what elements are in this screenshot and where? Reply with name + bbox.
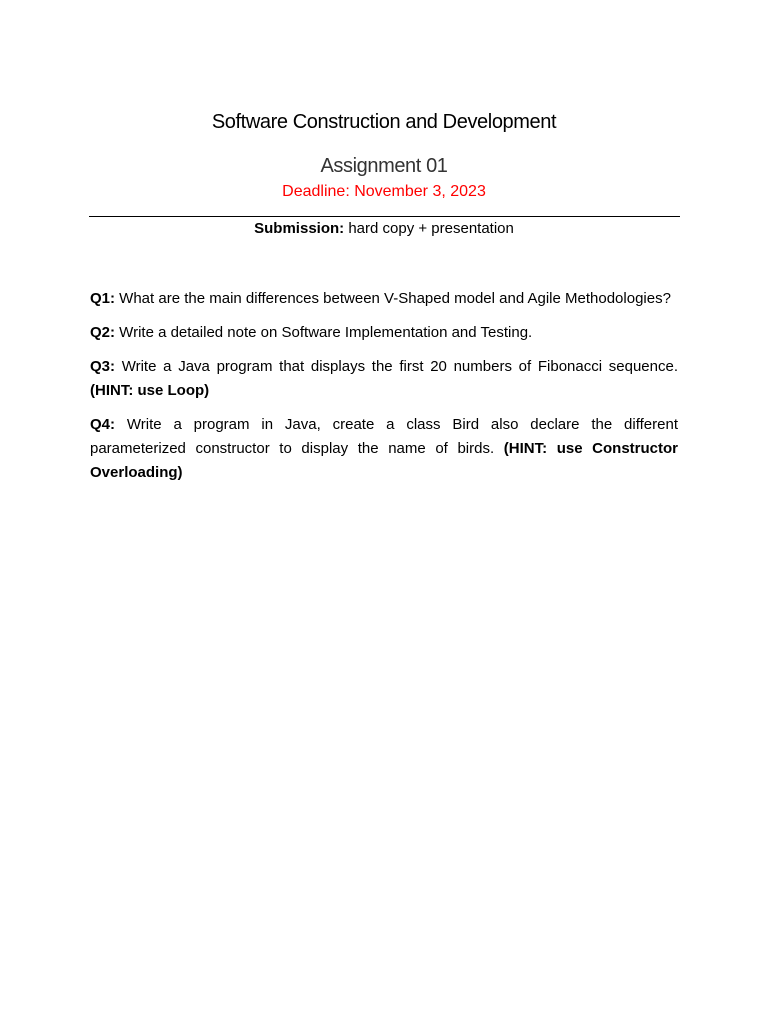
question-label: Q3: <box>90 358 116 375</box>
question-hint: (HINT: use Constructor Overloading) <box>90 440 678 481</box>
horizontal-divider <box>89 216 680 217</box>
question-label: Q2: <box>90 324 116 341</box>
question-text: Write a Java program that displays the first 20 numbers of Fibonacci sequence. <box>115 358 678 375</box>
question-3 <box>90 355 678 403</box>
assignment-subtitle: Assignment 01 <box>320 155 448 177</box>
question-2 <box>90 321 678 345</box>
question-text: Write a detailed note on Software Implementation and Testing. <box>115 324 533 341</box>
submission-line <box>0 220 768 237</box>
question-text: What are the main differences between V-Shaped model and Agile Methodologies? <box>115 290 671 307</box>
question-text: Write a program in Java, create a class Bird also declare the different parameterized constructor to display the name of birds. <box>90 416 678 457</box>
document-title: Software Construction and Development <box>211 111 557 133</box>
question-hint: (HINT: use Loop) <box>90 382 210 399</box>
submission-value: hard copy + presentation <box>344 220 514 237</box>
question-label: Q1: <box>90 290 116 307</box>
question-1 <box>90 287 678 311</box>
question-4 <box>90 413 678 485</box>
submission-label: Submission: <box>254 220 345 237</box>
deadline-text: Deadline: November 3, 2023 <box>282 183 486 200</box>
question-list <box>90 287 678 495</box>
question-label: Q4: <box>90 416 116 433</box>
